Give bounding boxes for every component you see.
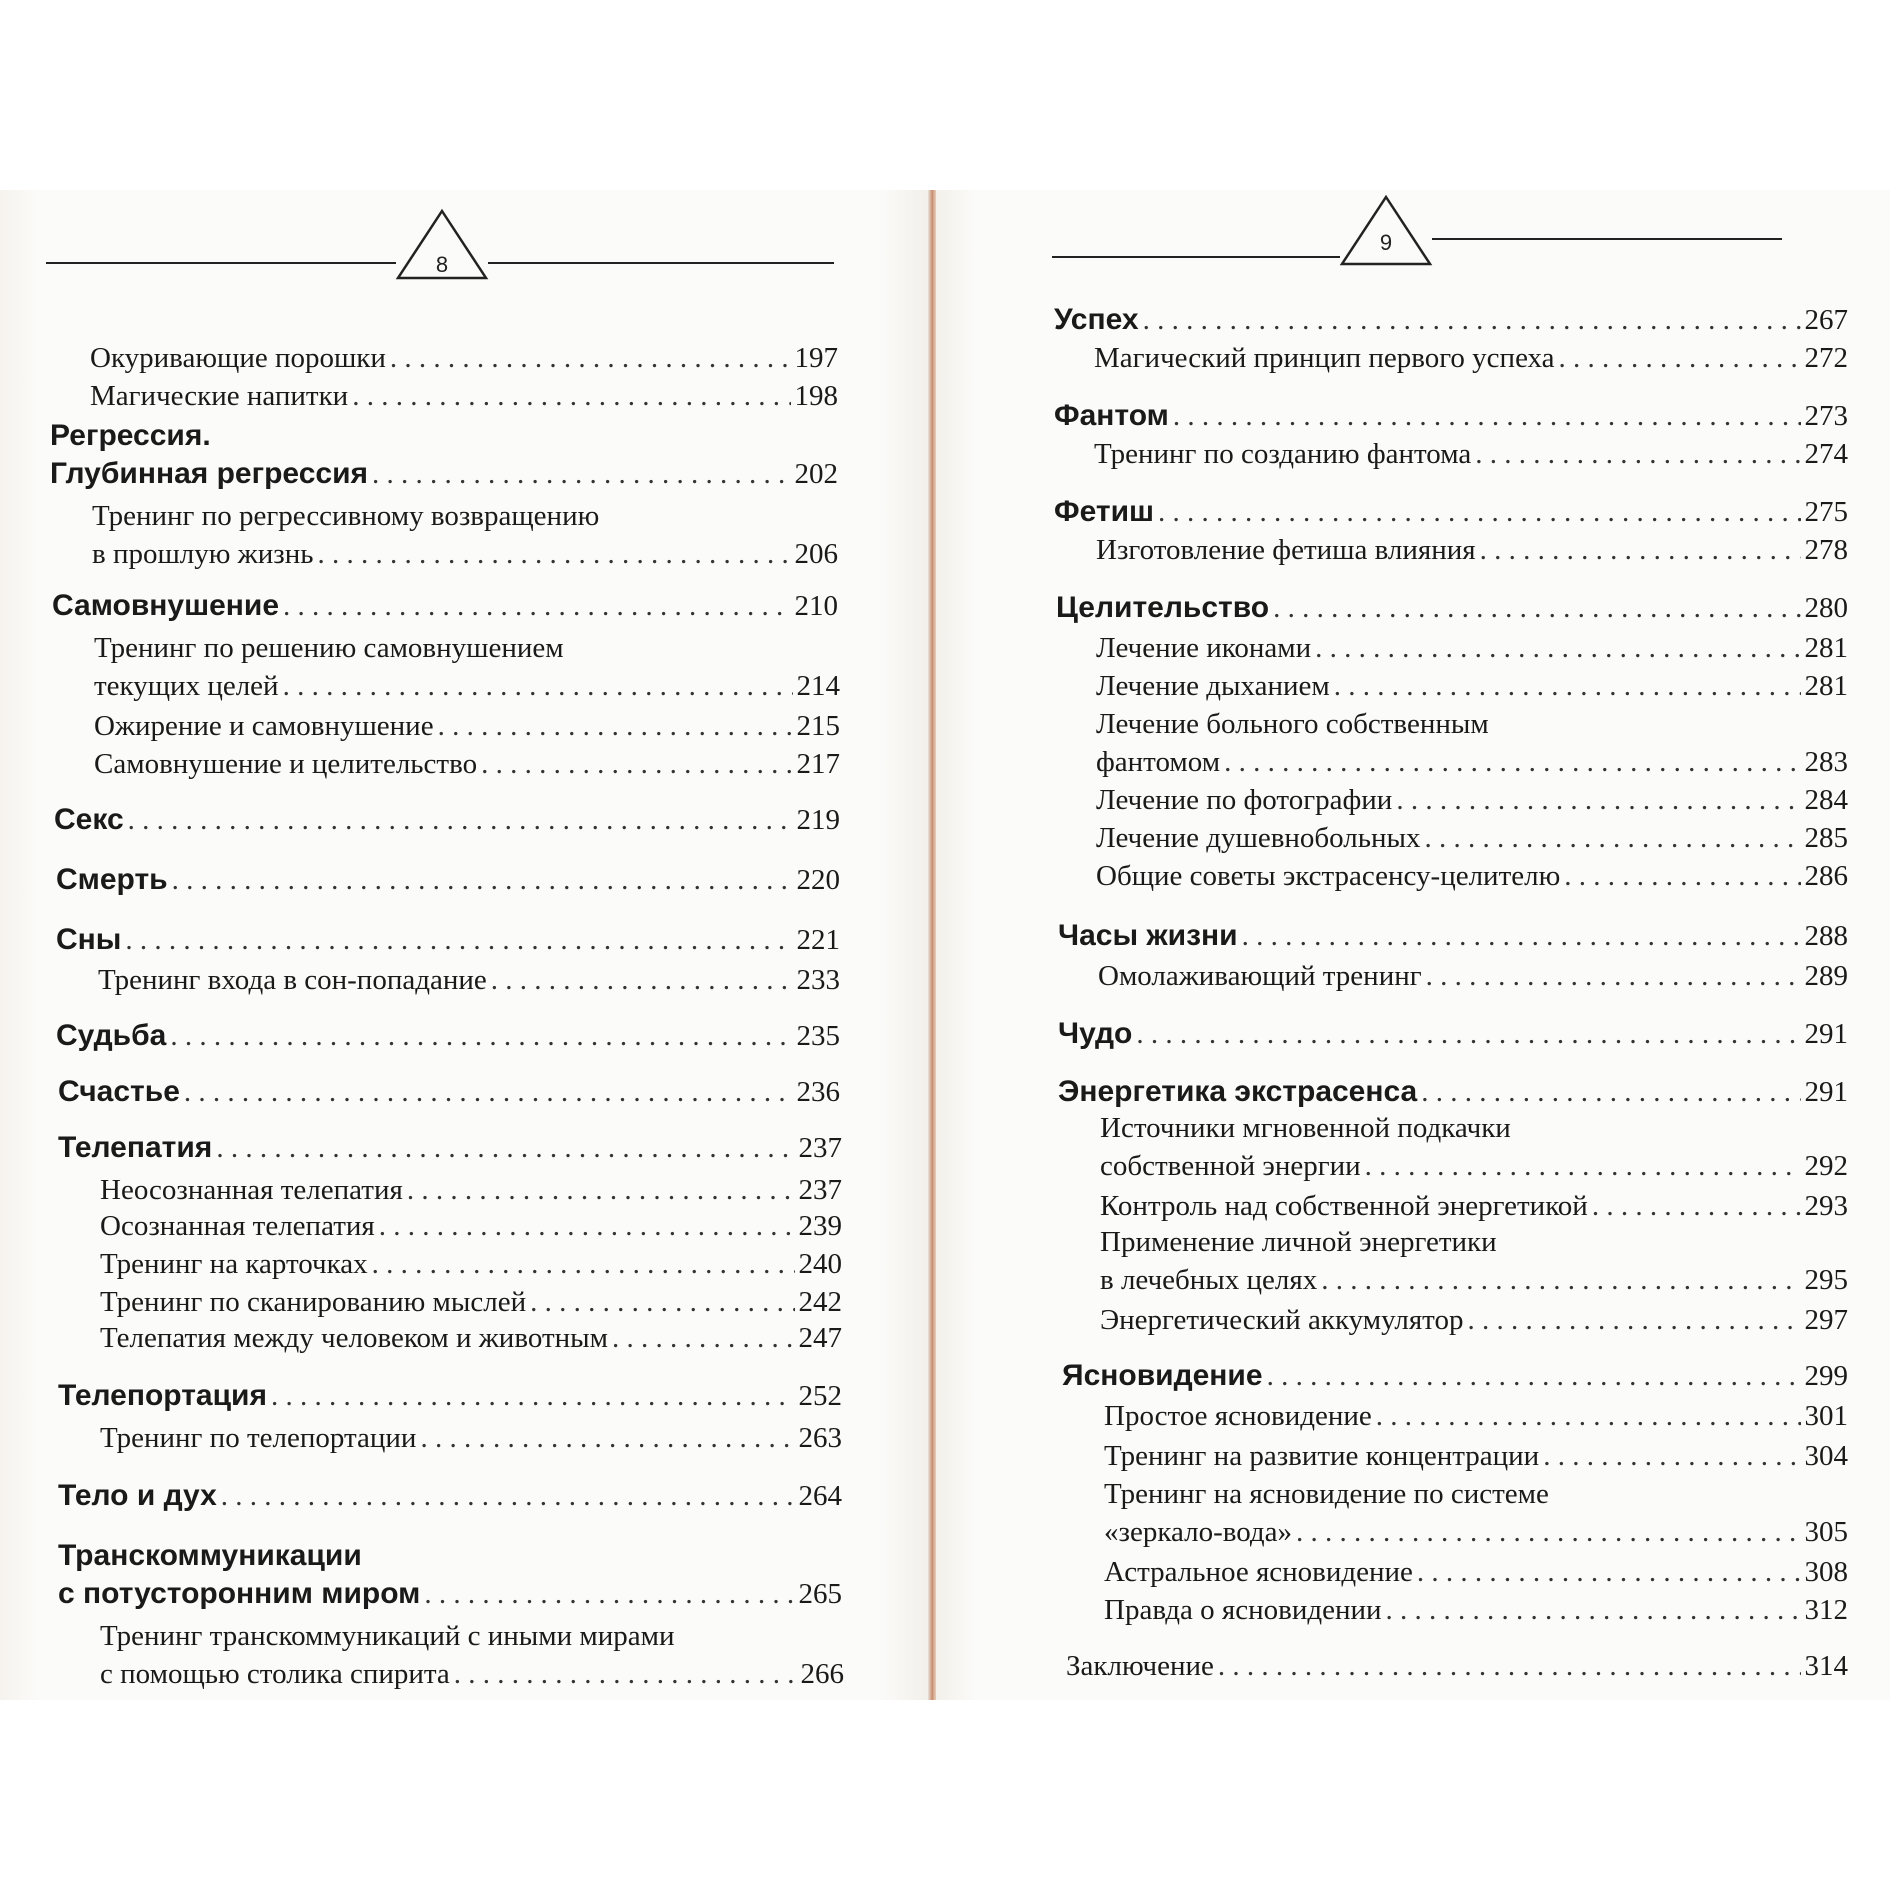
toc-leader-dots bbox=[1543, 1438, 1800, 1474]
toc-leader-dots bbox=[390, 340, 791, 376]
toc-chapter-entry bbox=[1054, 494, 1848, 530]
toc-entry-title: Тело и дух bbox=[58, 1479, 217, 1512]
toc-leader-dots bbox=[170, 1018, 792, 1054]
toc-leader-dots bbox=[317, 536, 790, 572]
toc-chapter-entry bbox=[52, 588, 838, 624]
toc-chapter-entry bbox=[58, 1378, 842, 1414]
toc-page-number: 281 bbox=[1804, 632, 1848, 664]
toc-section-entry bbox=[1066, 1648, 1848, 1684]
toc-entry-title: Энергетика экстрасенса bbox=[1058, 1075, 1418, 1108]
toc-section-entry bbox=[98, 962, 840, 998]
toc-leader-dots bbox=[491, 962, 793, 998]
toc-entry-title-line: Тренинг на ясновидение по системе bbox=[1104, 1478, 1549, 1510]
toc-section-entry bbox=[1104, 1398, 1848, 1434]
toc-entry-title: Счастье bbox=[58, 1075, 180, 1108]
toc-leader-dots bbox=[454, 1656, 797, 1692]
toc-leader-dots bbox=[372, 456, 790, 492]
toc-entry-title-line: Тренинг по решению самовнушением bbox=[94, 632, 564, 664]
toc-leader-dots bbox=[1386, 1592, 1801, 1628]
right-page bbox=[936, 190, 1890, 1700]
toc-chapter-entry bbox=[58, 1130, 842, 1166]
toc-entry-title: Часы жизни bbox=[1058, 919, 1238, 952]
toc-page-number: 274 bbox=[1804, 438, 1848, 470]
toc-entry-title: Общие советы экстрасенсу-целителю bbox=[1096, 860, 1561, 892]
toc-leader-dots bbox=[379, 1208, 795, 1244]
toc-leader-dots bbox=[612, 1320, 795, 1356]
toc-entry-title: Телепатия между человеком и животным bbox=[100, 1322, 608, 1354]
toc-chapter-entry bbox=[1058, 1016, 1848, 1052]
toc-entry-title: Ожирение и самовнушение bbox=[94, 710, 434, 742]
toc-entry-title: Лечение душевнобольных bbox=[1096, 822, 1421, 854]
toc-leader-dots bbox=[1564, 858, 1800, 894]
toc-entry-title: Секс bbox=[54, 803, 124, 836]
toc-leader-dots bbox=[1334, 668, 1801, 704]
toc-page-number: 252 bbox=[798, 1380, 842, 1412]
toc-page-number: 273 bbox=[1804, 400, 1848, 432]
toc-section-entry bbox=[1098, 958, 1848, 994]
toc-leader-dots bbox=[184, 1074, 793, 1110]
toc-entry-title: Окуривающие порошки bbox=[90, 342, 386, 374]
toc-page-number: 217 bbox=[796, 748, 840, 780]
toc-page-number: 292 bbox=[1804, 1150, 1848, 1182]
toc-entry-title: «зеркало-вода» bbox=[1104, 1516, 1293, 1548]
toc-section-entry bbox=[1104, 1438, 1848, 1474]
toc-section-entry bbox=[1096, 820, 1848, 856]
toc-leader-dots bbox=[172, 862, 793, 898]
toc-section-entry bbox=[1094, 340, 1848, 376]
toc-entry-title: Целительство bbox=[1056, 591, 1270, 624]
book-spread bbox=[0, 190, 1890, 1700]
toc-leader-dots bbox=[1421, 1074, 1800, 1110]
toc-leader-dots bbox=[438, 708, 793, 744]
toc-section-entry bbox=[100, 1172, 842, 1208]
toc-page-number: 275 bbox=[1804, 496, 1848, 528]
toc-entry-title: в лечебных целях bbox=[1100, 1264, 1318, 1296]
toc-entry-title-line: Лечение больного собственным bbox=[1096, 708, 1489, 740]
toc-page-number: 263 bbox=[798, 1422, 842, 1454]
toc-entry-title-line: Применение личной энергетики bbox=[1100, 1226, 1497, 1258]
toc-right bbox=[936, 190, 1890, 1700]
toc-section-entry bbox=[1104, 1554, 1848, 1590]
toc-entry-title: Лечение дыханием bbox=[1096, 670, 1330, 702]
toc-page-number: 280 bbox=[1804, 592, 1848, 624]
toc-page-number: 314 bbox=[1804, 1650, 1848, 1682]
toc-leader-dots bbox=[1467, 1302, 1800, 1338]
toc-entry-title-line: Регрессия. bbox=[50, 419, 211, 452]
toc-leader-dots bbox=[1224, 744, 1800, 780]
toc-page-number: 272 bbox=[1804, 342, 1848, 374]
toc-page-number: 299 bbox=[1804, 1360, 1848, 1392]
toc-page-number: 214 bbox=[796, 670, 840, 702]
toc-section-entry bbox=[1104, 1514, 1848, 1550]
toc-chapter-entry bbox=[58, 1478, 842, 1514]
toc-page-number: 236 bbox=[796, 1076, 840, 1108]
toc-page-number: 278 bbox=[1804, 534, 1848, 566]
toc-leader-dots bbox=[1296, 1514, 1800, 1550]
toc-entry-title: Тренинг на карточках bbox=[100, 1248, 368, 1280]
toc-chapter-entry bbox=[1054, 398, 1848, 434]
toc-page-number: 267 bbox=[1804, 304, 1848, 336]
toc-entry-title: Правда о ясновидении bbox=[1104, 1594, 1382, 1626]
toc-entry-title: Глубинная регрессия bbox=[50, 457, 369, 490]
toc-section-entry bbox=[94, 746, 840, 782]
toc-leader-dots bbox=[1321, 1262, 1800, 1298]
toc-page-number: 233 bbox=[796, 964, 840, 996]
toc-leader-dots bbox=[216, 1130, 794, 1166]
toc-entry-title: Успех bbox=[1054, 303, 1139, 336]
toc-leader-dots bbox=[1173, 398, 1801, 434]
toc-chapter-entry bbox=[58, 1576, 842, 1612]
toc-page-number: 289 bbox=[1804, 960, 1848, 992]
toc-section-entry bbox=[1096, 630, 1848, 666]
toc-section-entry bbox=[100, 1284, 842, 1320]
toc-section-entry bbox=[1096, 744, 1848, 780]
toc-section-entry bbox=[1104, 1592, 1848, 1628]
toc-section-entry bbox=[1100, 1148, 1848, 1184]
toc-leader-dots bbox=[1376, 1398, 1801, 1434]
toc-leader-dots bbox=[1136, 1016, 1800, 1052]
toc-page-number: 221 bbox=[796, 924, 840, 956]
toc-chapter-entry bbox=[1058, 1074, 1848, 1110]
toc-leader-dots bbox=[1426, 958, 1801, 994]
toc-section-entry bbox=[94, 708, 840, 744]
page-number: 8 bbox=[435, 252, 449, 277]
toc-chapter-entry bbox=[1062, 1358, 1848, 1394]
toc-page-number: 237 bbox=[798, 1132, 842, 1164]
toc-page-number: 240 bbox=[798, 1248, 842, 1280]
toc-section-entry bbox=[1094, 436, 1848, 472]
toc-leader-dots bbox=[1242, 918, 1801, 954]
toc-entry-title: Изготовление фетиша влияния bbox=[1096, 534, 1476, 566]
toc-section-entry bbox=[100, 1320, 842, 1356]
toc-page-number: 305 bbox=[1804, 1516, 1848, 1548]
toc-entry-title: собственной энергии bbox=[1100, 1150, 1361, 1182]
toc-section-entry bbox=[94, 668, 840, 704]
toc-leader-dots bbox=[1475, 436, 1800, 472]
toc-entry-title-line: Тренинг транскоммуникаций с иными мирами bbox=[100, 1620, 675, 1652]
toc-leader-dots bbox=[1143, 302, 1801, 338]
toc-page-number: 210 bbox=[794, 590, 838, 622]
toc-leader-dots bbox=[1365, 1148, 1801, 1184]
toc-leader-dots bbox=[125, 922, 792, 958]
toc-page-number: 264 bbox=[798, 1480, 842, 1512]
toc-entry-title: Тренинг по созданию фантома bbox=[1094, 438, 1472, 470]
toc-entry-title: Фантом bbox=[1054, 399, 1169, 432]
toc-entry-title: Заключение bbox=[1066, 1650, 1214, 1682]
toc-chapter-entry bbox=[58, 1074, 840, 1110]
toc-leader-dots bbox=[271, 1378, 794, 1414]
toc-leader-dots bbox=[221, 1478, 795, 1514]
toc-page-number: 206 bbox=[794, 538, 838, 570]
toc-page-number: 202 bbox=[794, 458, 838, 490]
toc-section-entry bbox=[90, 340, 838, 376]
toc-page-number: 284 bbox=[1804, 784, 1848, 816]
toc-page-number: 293 bbox=[1804, 1190, 1848, 1222]
toc-entry-title: Самовнушение bbox=[52, 589, 280, 622]
toc-page-number: 291 bbox=[1804, 1076, 1848, 1108]
toc-entry-title: Магические напитки bbox=[90, 380, 349, 412]
toc-page-number: 237 bbox=[798, 1174, 842, 1206]
toc-page-number: 304 bbox=[1804, 1440, 1848, 1472]
toc-chapter-entry bbox=[56, 922, 840, 958]
toc-chapter-entry bbox=[56, 862, 840, 898]
toc-section-entry bbox=[1096, 782, 1848, 818]
toc-entry-title-line: Источники мгновенной подкачки bbox=[1100, 1112, 1511, 1144]
toc-section-entry bbox=[1100, 1188, 1848, 1224]
toc-entry-title: Сны bbox=[56, 923, 122, 956]
toc-chapter-entry bbox=[1054, 302, 1848, 338]
toc-section-entry bbox=[1096, 668, 1848, 704]
toc-chapter-entry bbox=[54, 802, 840, 838]
toc-leader-dots bbox=[352, 378, 790, 414]
toc-section-entry bbox=[100, 1208, 842, 1244]
toc-leader-dots bbox=[1559, 340, 1801, 376]
toc-entry-title: Самовнушение и целительство bbox=[94, 748, 478, 780]
toc-entry-title: с потусторонним миром bbox=[58, 1577, 421, 1610]
toc-entry-title: Контроль над собственной энергетикой bbox=[1100, 1190, 1588, 1222]
toc-entry-title-line: Тренинг по регрессивному возвращению bbox=[92, 500, 600, 532]
toc-page-number: 219 bbox=[796, 804, 840, 836]
toc-section-entry bbox=[1100, 1302, 1848, 1338]
toc-section-entry bbox=[1100, 1262, 1848, 1298]
toc-leader-dots bbox=[1417, 1554, 1801, 1590]
toc-entry-title: Тренинг входа в сон-попадание bbox=[98, 964, 487, 996]
toc-section-entry bbox=[100, 1656, 844, 1692]
toc-leader-dots bbox=[372, 1246, 795, 1282]
left-page bbox=[0, 190, 930, 1700]
toc-section-entry bbox=[1096, 858, 1848, 894]
toc-entry-title: Магический принцип первого успеха bbox=[1094, 342, 1555, 374]
toc-entry-title: Лечение иконами bbox=[1096, 632, 1312, 664]
toc-leader-dots bbox=[1267, 1358, 1801, 1394]
toc-page-number: 265 bbox=[798, 1578, 842, 1610]
toc-page-number: 242 bbox=[798, 1286, 842, 1318]
toc-page-number: 308 bbox=[1804, 1556, 1848, 1588]
toc-entry-title: Тренинг по сканированию мыслей bbox=[100, 1286, 527, 1318]
toc-entry-title: с помощью столика спирита bbox=[100, 1658, 450, 1690]
toc-page-number: 266 bbox=[800, 1658, 844, 1690]
toc-entry-title-line: Транскоммуникации bbox=[58, 1539, 362, 1572]
toc-chapter-entry bbox=[56, 1018, 840, 1054]
toc-chapter-entry bbox=[1056, 590, 1848, 626]
toc-entry-title: Осознанная телепатия bbox=[100, 1210, 375, 1242]
toc-entry-title: Фетиш bbox=[1054, 495, 1155, 528]
toc-entry-title: Телепортация bbox=[58, 1379, 268, 1412]
toc-entry-title: текущих целей bbox=[94, 670, 279, 702]
toc-page-number: 281 bbox=[1804, 670, 1848, 702]
toc-leader-dots bbox=[1315, 630, 1800, 666]
toc-entry-title: Лечение по фотографии bbox=[1096, 784, 1393, 816]
toc-chapter-entry bbox=[50, 456, 838, 492]
toc-entry-title: Телепатия bbox=[58, 1131, 213, 1164]
toc-entry-title: Омолаживающий тренинг bbox=[1098, 960, 1422, 992]
toc-page-number: 297 bbox=[1804, 1304, 1848, 1336]
toc-page-number: 198 bbox=[794, 380, 838, 412]
toc-entry-title: Ясновидение bbox=[1062, 1359, 1263, 1392]
toc-page-number: 283 bbox=[1804, 746, 1848, 778]
toc-page-number: 286 bbox=[1804, 860, 1848, 892]
toc-section-entry bbox=[92, 536, 838, 572]
toc-leader-dots bbox=[128, 802, 793, 838]
toc-leader-dots bbox=[1424, 820, 1800, 856]
toc-page-number: 220 bbox=[796, 864, 840, 896]
toc-leader-dots bbox=[481, 746, 792, 782]
toc-entry-title: Тренинг на развитие концентрации bbox=[1104, 1440, 1540, 1472]
page-number: 9 bbox=[1379, 230, 1393, 255]
toc-leader-dots bbox=[530, 1284, 794, 1320]
toc-page-number: 215 bbox=[796, 710, 840, 742]
toc-section-entry bbox=[90, 378, 838, 414]
toc-entry-title: в прошлую жизнь bbox=[92, 538, 314, 570]
toc-leader-dots bbox=[424, 1576, 794, 1612]
toc-leader-dots bbox=[1273, 590, 1800, 626]
toc-page-number: 288 bbox=[1804, 920, 1848, 952]
toc-page-number: 301 bbox=[1804, 1400, 1848, 1432]
toc-page-number: 247 bbox=[798, 1322, 842, 1354]
toc-entry-title: Астральное ясновидение bbox=[1104, 1556, 1413, 1588]
toc-leader-dots bbox=[407, 1172, 795, 1208]
toc-left bbox=[0, 190, 930, 1700]
toc-page-number: 235 bbox=[796, 1020, 840, 1052]
toc-leader-dots bbox=[1158, 494, 1800, 530]
toc-entry-title: Неосознанная телепатия bbox=[100, 1174, 403, 1206]
toc-section-entry bbox=[100, 1246, 842, 1282]
toc-entry-title: Чудо bbox=[1058, 1017, 1133, 1050]
toc-leader-dots bbox=[283, 588, 790, 624]
toc-leader-dots bbox=[1218, 1648, 1801, 1684]
toc-entry-title: Смерть bbox=[56, 863, 168, 896]
toc-entry-title: фантомом bbox=[1096, 746, 1221, 778]
toc-page-number: 291 bbox=[1804, 1018, 1848, 1050]
toc-entry-title: Судьба bbox=[56, 1019, 167, 1052]
toc-page-number: 239 bbox=[798, 1210, 842, 1242]
toc-page-number: 197 bbox=[794, 342, 838, 374]
toc-page-number: 285 bbox=[1804, 822, 1848, 854]
toc-chapter-entry bbox=[1058, 918, 1848, 954]
toc-entry-title: Тренинг по телепортации bbox=[100, 1422, 417, 1454]
toc-leader-dots bbox=[283, 668, 793, 704]
toc-entry-title: Энергетический аккумулятор bbox=[1100, 1304, 1464, 1336]
toc-section-entry bbox=[1096, 532, 1848, 568]
toc-leader-dots bbox=[1396, 782, 1800, 818]
toc-page-number: 295 bbox=[1804, 1264, 1848, 1296]
toc-leader-dots bbox=[1592, 1188, 1801, 1224]
toc-entry-title: Простое ясновидение bbox=[1104, 1400, 1372, 1432]
toc-page-number: 312 bbox=[1804, 1594, 1848, 1626]
toc-leader-dots bbox=[420, 1420, 794, 1456]
toc-leader-dots bbox=[1480, 532, 1801, 568]
toc-section-entry bbox=[100, 1420, 842, 1456]
